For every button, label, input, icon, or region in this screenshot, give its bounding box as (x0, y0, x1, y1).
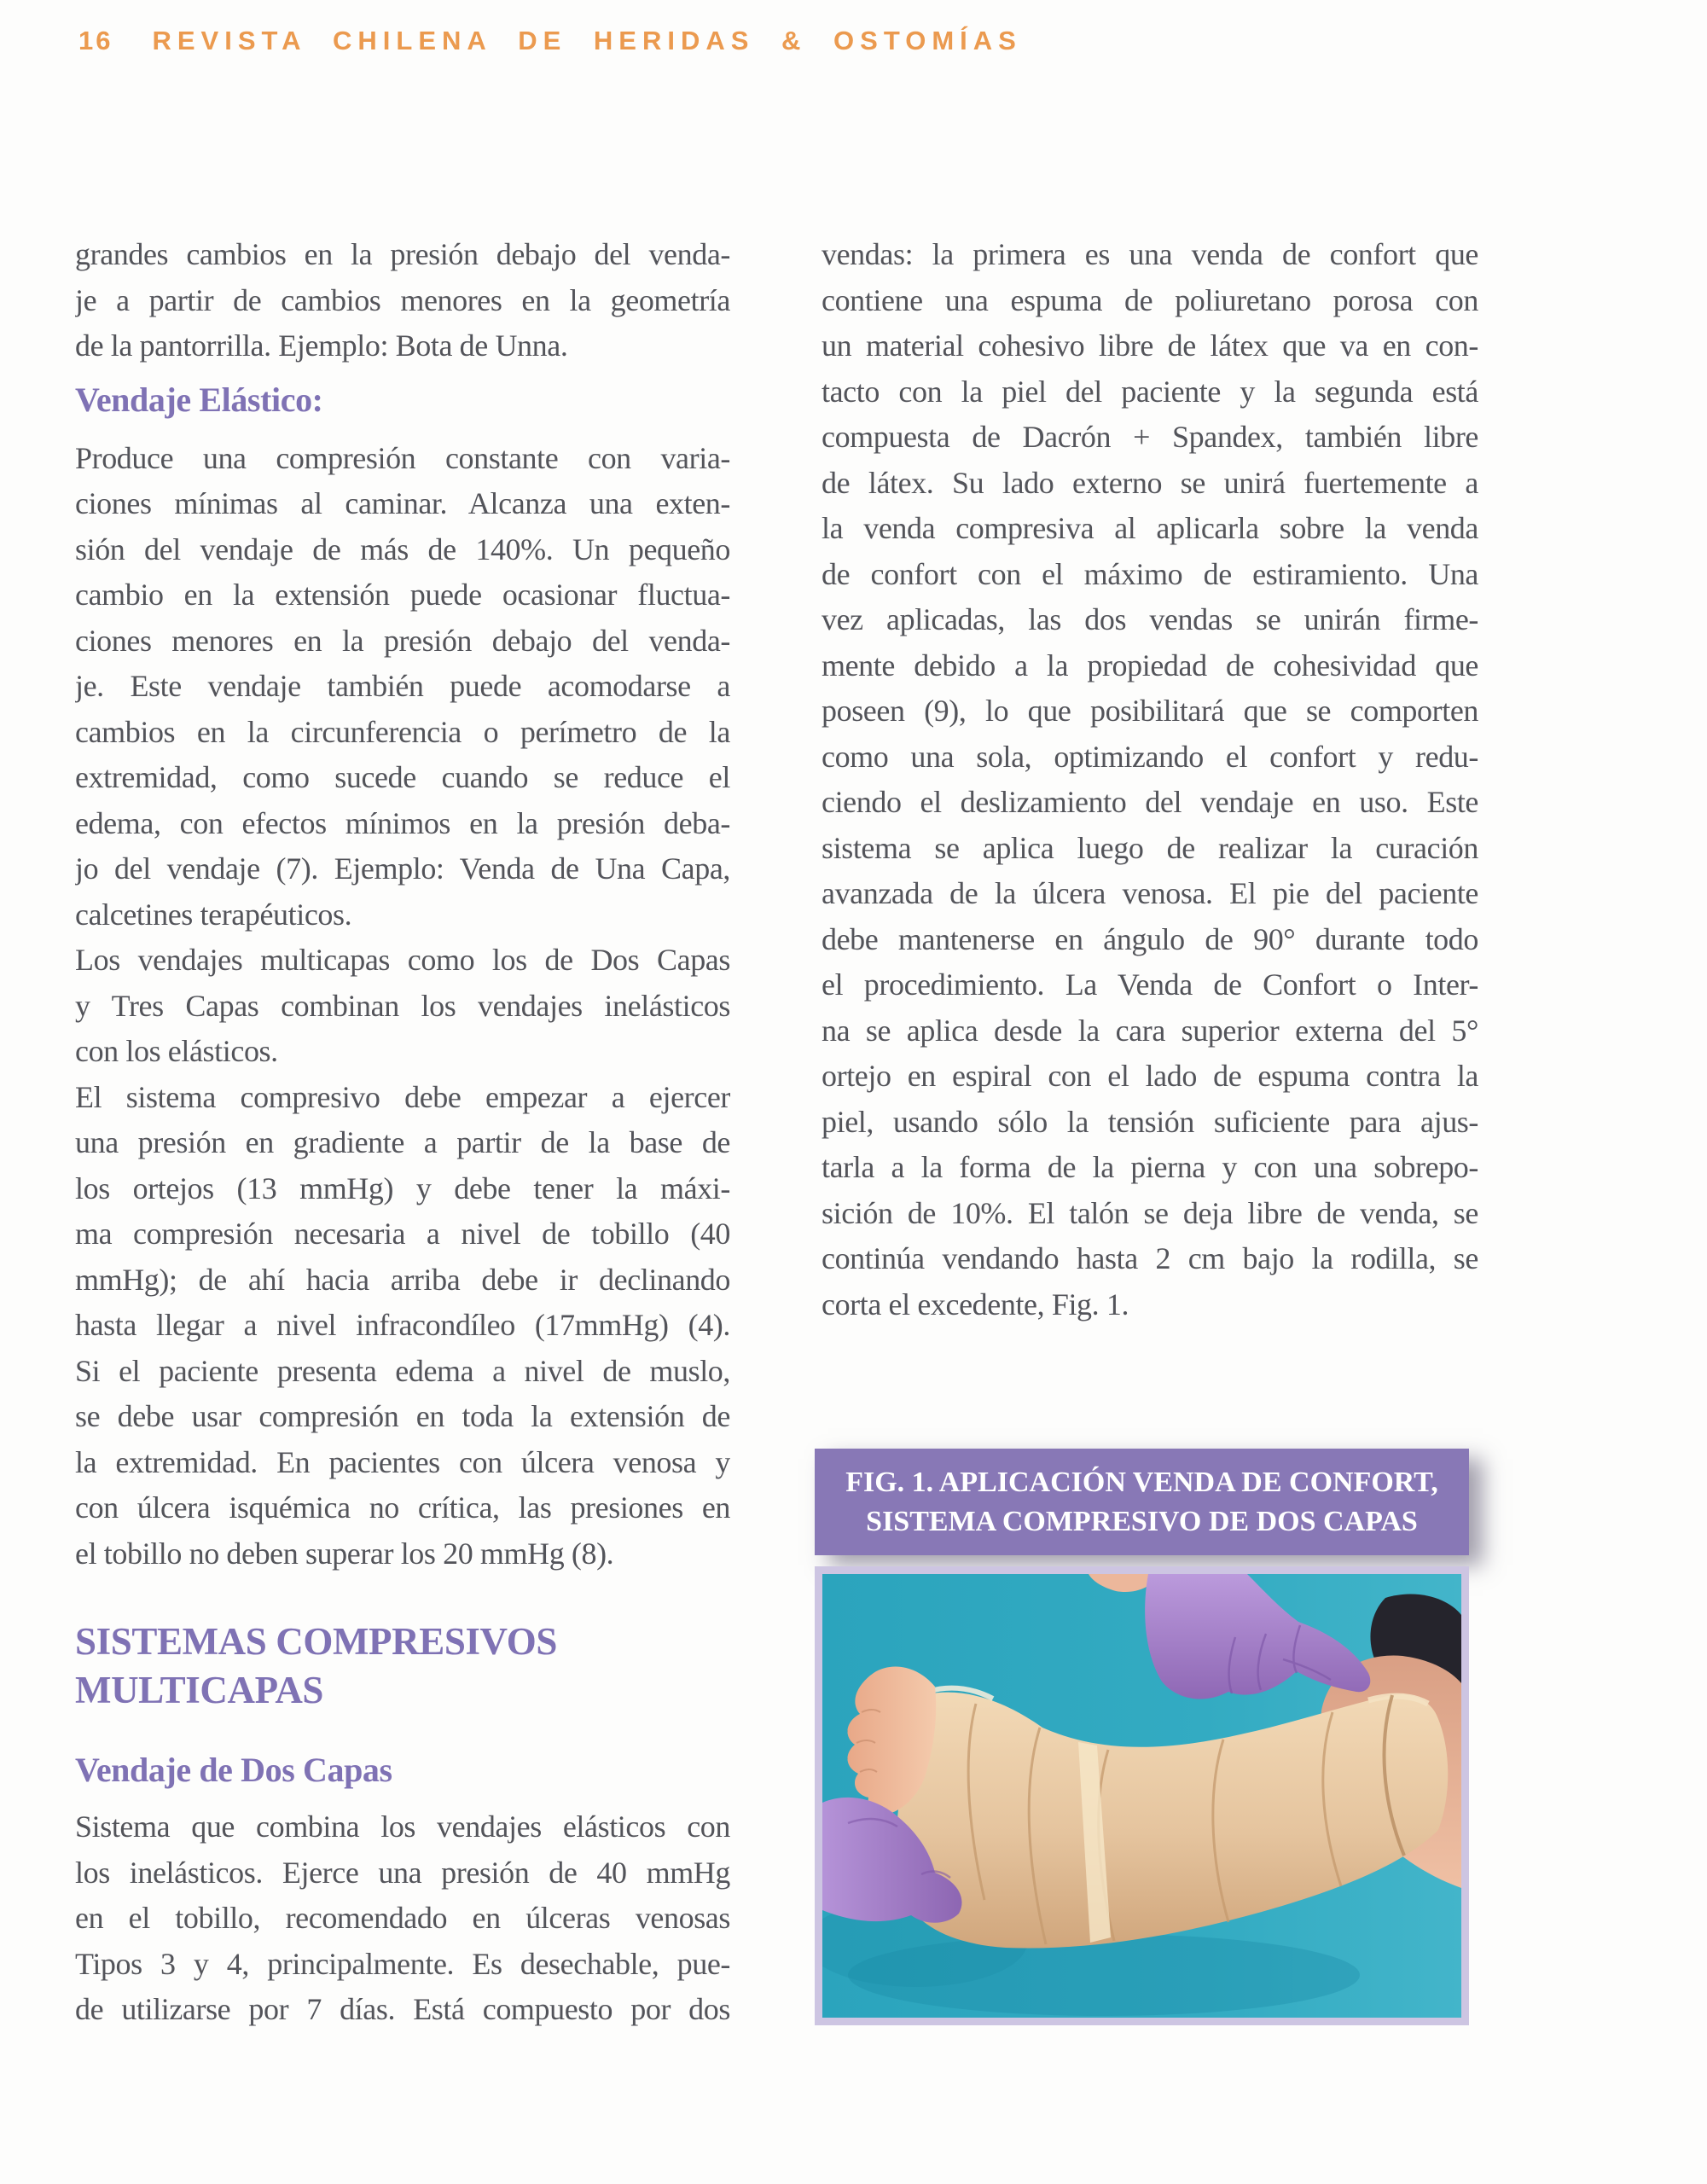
text-line: Si el paciente presenta edema a nivel de muslo, (75, 1353, 730, 1388)
figure-caption-line1: FIG. 1. APLICACIÓN VENDA DE CONFORT, (845, 1467, 1438, 1498)
text-line: Produce una compresión constante con varia- (75, 440, 730, 475)
text-line: un material cohesivo libre de látex que va en con- (822, 328, 1478, 363)
text-line: edema, con efectos mínimos en la presión deba- (75, 805, 730, 840)
figure-1 (815, 1449, 1469, 2025)
text-line: continúa vendando hasta 2 cm bajo la rodilla, se (822, 1241, 1478, 1275)
text-line: el tobillo no deben superar los 20 mmHg (8). (75, 1536, 614, 1571)
text-line: de látex. Su lado externo se unirá fuertemente a (822, 465, 1478, 500)
figure-caption-line2: SISTEMA COMPRESIVO DE DOS CAPAS (866, 1506, 1418, 1537)
text-line: tacto con la piel del paciente y la segunda está (822, 374, 1478, 409)
text-line: Sistema que combina los vendajes elásticos con (75, 1809, 730, 1844)
text-line: hasta llegar a nivel infracondíleo (17mmHg) (4). (75, 1308, 730, 1342)
text-line: poseen (9), lo que posibilitará que se comporten (822, 694, 1478, 728)
text-line: ortejo en espiral con el lado de espuma contra la (822, 1059, 1478, 1093)
paragraph-two-layer-system (75, 1804, 730, 2033)
text-line: con úlcera isquémica no crítica, las presiones en (75, 1490, 730, 1525)
text-line: Los vendajes multicapas como los de Dos Capas (75, 943, 730, 977)
text-line: extremidad, como sucede cuando se reduce el (75, 760, 730, 794)
text-line: en el tobillo, recomendado en úlceras venosas (75, 1901, 730, 1935)
paragraph-comfort-bandage (822, 232, 1478, 1327)
text-line: cambio en la extensión puede ocasionar fluctua- (75, 578, 730, 612)
text-line: mente debido a la propiedad de cohesividad que (822, 648, 1478, 682)
heading-vendaje-dos-capas: Vendaje de Dos Capas (75, 1751, 392, 1789)
text-line: como una sola, optimizando el confort y redu- (822, 739, 1478, 774)
heading-sistemas-compresivos (75, 1618, 730, 1715)
text-line: corta el excedente, Fig. 1. (822, 1287, 1129, 1321)
text-line: los inelásticos. Ejerce una presión de 40 mmHg (75, 1855, 730, 1890)
text-line: grandes cambios en la presión debajo del venda- (75, 237, 730, 271)
text-line: El sistema compresivo debe empezar a ejercer (75, 1079, 730, 1114)
text-line: la extremidad. En pacientes con úlcera venosa y (75, 1444, 730, 1479)
journal-title: REVISTA CHILENA DE HERIDAS & OSTOMÍAS (152, 26, 1022, 55)
text-line: de la pantorrilla. Ejemplo: Bota de Unna. (75, 328, 568, 363)
figure-photo-frame (815, 1566, 1469, 2025)
text-line: los ortejos (13 mmHg) y debe tener la máxi- (75, 1170, 730, 1205)
text-line: piel, usando sólo la tensión suficiente para ajus- (822, 1104, 1478, 1139)
text-line: mmHg); de ahí hacia arriba debe ir declinando (75, 1262, 730, 1297)
text-line: calcetines terapéuticos. (75, 897, 352, 932)
figure-caption (815, 1449, 1469, 1555)
text-line: contiene una espuma de poliuretano porosa con (822, 282, 1478, 317)
text-line: de utilizarse por 7 días. Está compuesto por dos (75, 1992, 730, 2026)
text-line: na se aplica desde la cara superior externa del 5° (822, 1013, 1478, 1048)
text-line: con los elásticos. (75, 1034, 278, 1068)
text-line: jo del vendaje (7). Ejemplo: Venda de Una Capa, (75, 851, 730, 886)
right-column (822, 232, 1478, 1327)
text-line: tarla a la forma de la pierna y con una sobrepo- (822, 1150, 1478, 1184)
text-line: ma compresión necesaria a nivel de tobillo (40 (75, 1217, 730, 1251)
text-line: de confort con el máximo de estiramiento. Una (822, 556, 1478, 591)
text-line: sición de 10%. El talón se deja libre de venda, se (822, 1195, 1478, 1230)
text-line: cambios en la circunferencia o perímetro de la (75, 714, 730, 749)
text-line: una presión en gradiente a partir de la base de (75, 1125, 730, 1159)
left-column (75, 232, 730, 2033)
heading-sistemas-line1: SISTEMAS COMPRESIVOS (75, 1620, 557, 1663)
text-line: se debe usar compresión en toda la extensión de (75, 1399, 730, 1433)
text-line: el procedimiento. La Venda de Confort o Inter- (822, 967, 1478, 1002)
text-line: Tipos 3 y 4, principalmente. Es desechable, pue- (75, 1946, 730, 1981)
heading-vendaje-elastico: Vendaje Elástico: (75, 380, 323, 419)
text-line: compuesta de Dacrón + Spandex, también libre (822, 420, 1478, 454)
text-line: je a partir de cambios menores en la geometría (75, 282, 730, 317)
bandaged-leg-photo (822, 1574, 1461, 2018)
journal-masthead (78, 26, 1022, 56)
text-line: ciendo el deslizamiento del vendaje en uso. Este (822, 785, 1478, 819)
text-line: ciones mínimas al caminar. Alcanza una exten- (75, 486, 730, 520)
text-line: ciones menores en la presión debajo del venda- (75, 623, 730, 658)
page-number: 16 (78, 26, 113, 55)
paragraph-inelastic-end (75, 232, 730, 369)
paragraph-elastic-bandage (75, 436, 730, 1577)
text-line: la venda compresiva al aplicarla sobre la venda (822, 511, 1478, 545)
text-line: avanzada de la úlcera venosa. El pie del paciente (822, 876, 1478, 910)
text-line: sistema se aplica luego de realizar la curación (822, 830, 1478, 865)
text-line: je. Este vendaje también puede acomodarse a (75, 669, 730, 703)
text-line: sión del vendaje de más de 140%. Un pequeño (75, 531, 730, 566)
text-line: debe mantenerse en ángulo de 90° durante todo (822, 921, 1478, 956)
text-line: y Tres Capas combinan los vendajes inelásticos (75, 988, 730, 1023)
text-line: vez aplicadas, las dos vendas se unirán firme- (822, 602, 1478, 636)
text-line: vendas: la primera es una venda de confort que (822, 237, 1478, 271)
heading-sistemas-line2: MULTICAPAS (75, 1669, 324, 1711)
